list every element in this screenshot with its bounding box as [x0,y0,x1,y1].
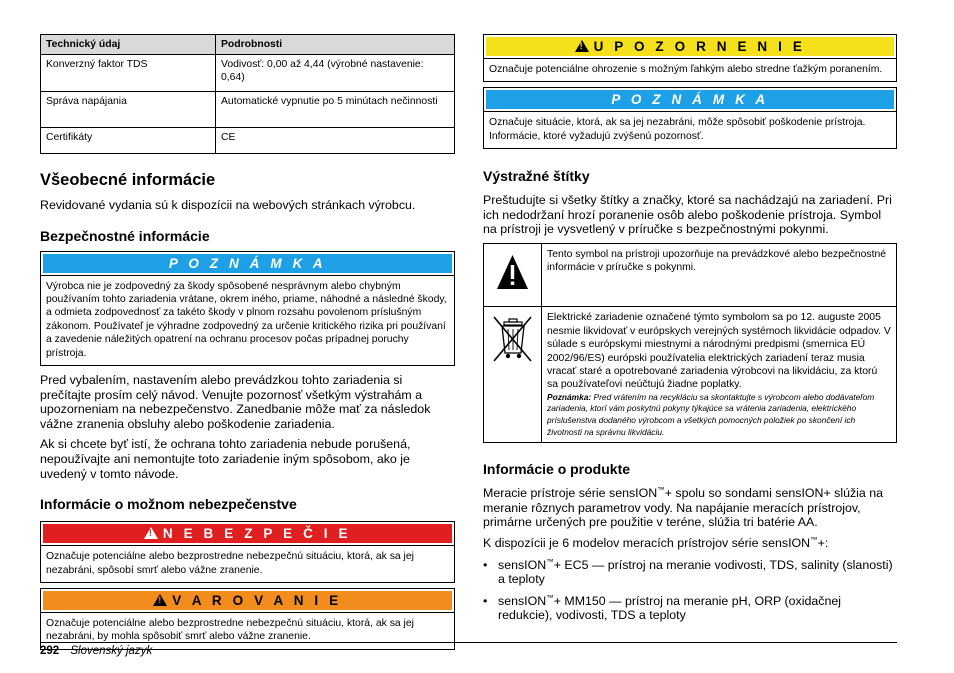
warning-header [43,591,452,610]
notice-text: Označuje situácie, ktorá, ak sa jej nezabráni, môže spôsobiť poškodenie prístroja. Informácie, ktoré vyžadujú zvýšenú pozornosť. [484,111,896,148]
right-column [483,34,897,623]
table-cell: Automatické vypnutie po 5 minútach nečinnosti [216,92,455,128]
table-cell: Certifikáty [41,128,216,154]
section-title-safety: Bezpečnostné informácie [40,227,210,244]
warning-triangle-icon [144,527,158,539]
table-cell: Konverzný faktor TDS [41,55,216,92]
caution-label: U P O Z O R N E N I E [593,39,806,54]
warning-box [40,588,455,650]
note-box [40,251,455,366]
table-row [41,92,455,128]
symbol-description: Tento symbol na prístroji upozorňuje na prevádzkové alebo bezpečnostné informácie v príručke s pokynmi. [542,244,897,307]
symbol-description: Elektrické zariadenie označené týmto symbolom sa po 12. auguste 2005 nesmie likvidovať v európskych verejných systémoch likvidácie odpadov. V súlade s európskymi miestnymi a národnými predpismi (smernica EÚ 2002/96/ES) európski používatelia elektrických zariadení teraz musia vracať staré a opotrebované zariadenia výrobcovi na likvidáciu, za ktorú sa používateľovi neúčtujú žiadne poplatky. [547,312,891,391]
labels-intro: Preštudujte si všetky štítky a značky, ktoré sa nachádzajú na zariadení. Pri ich nedodržaní hrozí poranenie osôb alebo poškodenie prístroja. Symbol na prístroji je vysvetlený v príručke s bezpečnostnými pokynmi. [483,193,892,237]
list-item: • sensION™+ MM150 — prístroj na meranie pH, ORP (oxidačnej redukcie), vodivosti, TDS a teploty [483,594,897,623]
weee-note [547,392,891,438]
footer-language: Slovenský jazyk [70,645,153,657]
safety-paragraph-2: Ak si chcete byť istí, že ochrana tohto zariadenia nebude porušená, nepoužívajte ani nemontujte toto zariadenie iným spôsobom, ako je uvedený v tomto návode. [40,437,411,481]
warning-triangle-icon [153,594,167,606]
crossed-out-wheelie-bin-icon [484,309,541,371]
section-title-product: Informácie o produkte [483,461,631,478]
table-cell: Vodivosť: 0,00 až 4,44 (výrobné nastavenie: 0,64) [216,55,455,92]
symbol-cell [484,244,542,307]
danger-text: Označuje potenciálne alebo bezprostredne nebezpečnú situáciu, ktorá, ak sa jej nezabráni, spôsobí smrť alebo vážne zranenie. [41,545,454,582]
table-row [484,244,897,307]
warning-text: Označuje potenciálne alebo bezprostredne nebezpečnú situáciu, ktorá, ak sa jej nezabráni, by mohla spôsobiť smrť alebo vážne zranenie. [41,612,454,649]
warning-triangle-icon [575,40,589,52]
general-intro: Revidované vydania sú k dispozícii na webových stránkach výrobcu. [40,198,416,212]
symbol-description-cell [542,307,897,443]
list-item: • sensION™+ EC5 — prístroj na meranie vodivosti, TDS, salinity (slanosti) a teploty [483,558,897,587]
models-list [483,558,897,623]
caution-text: Označuje potenciálne ohrozenie s možným ľahkým alebo stredne ťažkým poranením. [484,58,896,81]
symbols-table [483,243,897,443]
specifications-table [40,34,455,154]
symbol-cell [484,307,542,443]
section-title-hazard: Informácie o možnom nebezpečenstve [40,496,297,513]
page-footer [40,644,152,658]
table-row [41,128,455,154]
table-cell: CE [216,128,455,154]
table-header: Podrobnosti [216,35,455,55]
footer-divider [40,642,897,643]
product-paragraph-1: Meracie prístroje série sensION™+ spolu so sondami sensION+ slúžia na meranie rôznych parametrov vody. Na napájanie meracích prístrojov, primárne určených pre použitie v teréne, slúžia tri batérie AA. [483,485,884,530]
danger-label: N E B E Z P E Č I E [162,526,352,542]
weee-note-label: Poznámka: [547,391,592,402]
weee-note-text: Pred vrátením na recykláciu sa skontaktujte s výrobcom alebo dodávateľom zariadenia, ktorí vám poskytnú pokyny týkajúce sa vrátenia zariadenia, elektrického príslušenstva dodaného výrobcom a všetkých pomocných položiek po skončení ich životnosti na správnu likvidáciu. [547,391,875,437]
caution-box [483,34,897,82]
section-title-labels: Výstražné štítky [483,168,590,185]
table-cell: Správa napájania [41,92,216,128]
note-text: Výrobca nie je zodpovedný za škody spôsobené nesprávnym alebo chybným používaním tohto zariadenia vrátane, okrem iného, priame, náhodné a následné škody, a odmieta zodpovednosť za takéto škody v plnom rozsahu povolenom príslušným zákonom. Používateľ je výhradne zodpovedný za určenie kritického rizika pri používaní a zavedenie náležitých opatrení na ochranu procesov počas prípadnej poruchy prístroja. [41,275,454,365]
table-header: Technický údaj [41,35,216,55]
notice-label: P O Z N Á M K A [486,90,894,109]
note-label: P O Z N Á M K A [43,254,452,273]
caution-header [486,37,894,56]
warning-triangle-icon [484,244,541,302]
table-row [41,55,455,92]
danger-header [43,524,452,543]
page-number: 292 [40,645,60,657]
table-row [484,307,897,443]
warning-label: V A R O V A N I E [172,593,342,608]
danger-box [40,521,455,583]
notice-box [483,87,897,149]
left-column [40,34,455,650]
section-title-general: Všeobecné informácie [40,171,216,189]
safety-paragraph-1: Pred vybalením, nastavením alebo prevádzkou tohto zariadenia si prečítajte prosím celý návod. Venujte pozornosť všetkým výstrahám a upozorneniam na nebezpečenstvo. Zanedbanie môže mať za následok vážne zranenia obsluhy alebo poškodenie zariadenia. [40,373,431,431]
product-paragraph-2: K dispozícii je 6 modelov meracích prístrojov série sensION™+: [483,534,829,550]
